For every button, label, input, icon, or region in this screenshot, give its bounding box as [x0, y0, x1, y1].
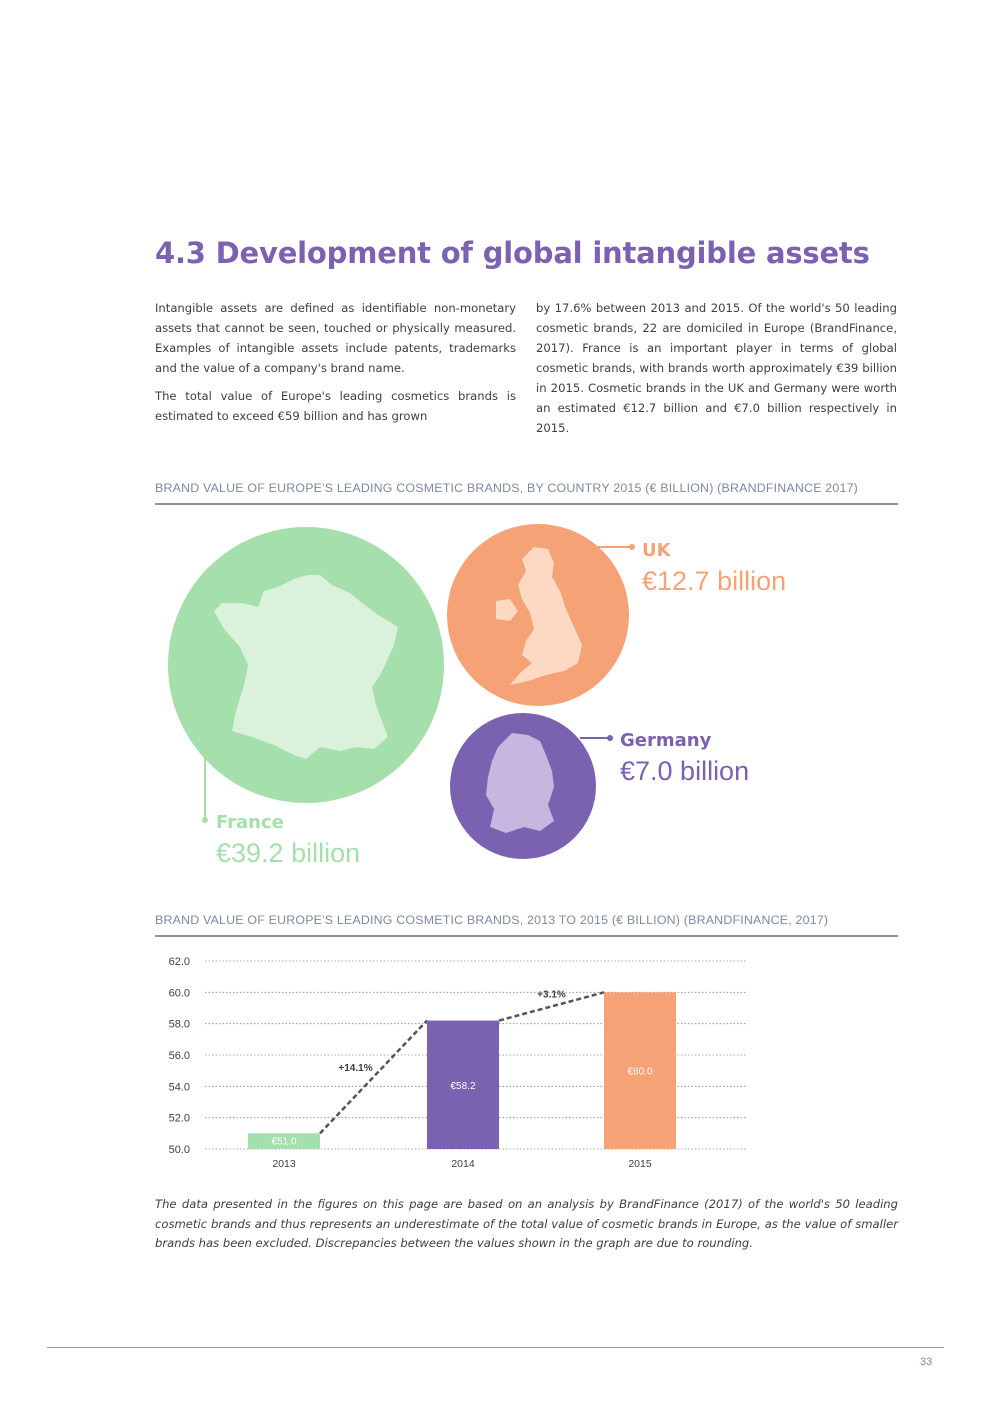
section-heading: 4.3 Development of global intangible assets	[155, 236, 870, 270]
germany-label: Germany	[620, 730, 712, 751]
uk-value: €12.7 billion	[642, 566, 787, 596]
y-tick-label: 58.0	[168, 1018, 190, 1031]
paragraph: Intangible assets are defined as identifiable non-monetary assets that cannot be seen, touched or physically measured. Examples of intangible assets include patents, trademarks and the value of a company's brand name.	[155, 301, 516, 375]
growth-label: +3.1%	[537, 989, 566, 1001]
germany-value: €7.0 billion	[620, 756, 750, 786]
x-tick-label: 2014	[451, 1158, 475, 1170]
bar-chart	[150, 945, 770, 1180]
uk-label: UK	[642, 540, 671, 561]
y-tick-label: 62.0	[168, 956, 190, 968]
body-text-right	[536, 298, 897, 446]
y-tick-label: 52.0	[168, 1112, 190, 1125]
x-tick-label: 2015	[628, 1158, 652, 1170]
germany-leader-dot	[607, 735, 613, 741]
bar-value-label: €58.2	[450, 1080, 476, 1092]
chart-title-rule	[155, 935, 898, 937]
bubble-chart	[150, 515, 830, 875]
france-label: France	[216, 812, 284, 833]
bar-value-label: €60.0	[627, 1066, 653, 1078]
footer-rule	[47, 1347, 944, 1348]
body-text-left	[155, 298, 516, 434]
paragraph: by 17.6% between 2013 and 2015. Of the world's 50 leading cosmetic brands, 22 are domiciled in Europe (BrandFinance, 2017). France is an important player in terms of global cosmetic brands, with brands worth approximately €39 billion in 2015. Cosmetic brands in the UK and Germany were worth an estimated €12.7 billion and €7.0 billion respectively in 2015.	[536, 301, 897, 435]
paragraph: The total value of Europe's leading cosmetics brands is estimated to exceed €59 billion and has grown	[155, 389, 516, 423]
bar-chart-title: BRAND VALUE OF EUROPE'S LEADING COSMETIC BRANDS, 2013 TO 2015 (€ BILLION) (BRANDFINANCE, 2017)	[155, 913, 829, 927]
uk-leader-dot	[629, 544, 635, 550]
bubble-chart-title: BRAND VALUE OF EUROPE'S LEADING COSMETIC BRANDS, BY COUNTRY 2015 (€ BILLION) (BRANDFINANCE 2017)	[155, 481, 858, 495]
y-tick-label: 50.0	[168, 1144, 190, 1156]
growth-label: +14.1%	[338, 1062, 373, 1074]
y-tick-label: 56.0	[168, 1050, 190, 1062]
france-value: €39.2 billion	[216, 838, 361, 868]
y-tick-label: 54.0	[168, 1081, 190, 1094]
chart-title-rule	[155, 503, 898, 505]
growth-line	[320, 1021, 427, 1134]
france-leader-dot	[202, 817, 208, 823]
x-tick-label: 2013	[272, 1158, 296, 1170]
source-note: The data presented in the figures on this page are based on an analysis by BrandFinance (2017) of the world's 50 leading cosmetic brands and thus represents an underestimate of the total value of cosmetic brands in Europe, as the value of smaller brands has been excluded. Discrepancies between the values shown in the graph are due to rounding.	[155, 1197, 898, 1250]
y-tick-label: 60.0	[168, 987, 190, 1000]
bar-value-label: €51.0	[271, 1136, 297, 1148]
page-number: 33	[920, 1356, 933, 1368]
